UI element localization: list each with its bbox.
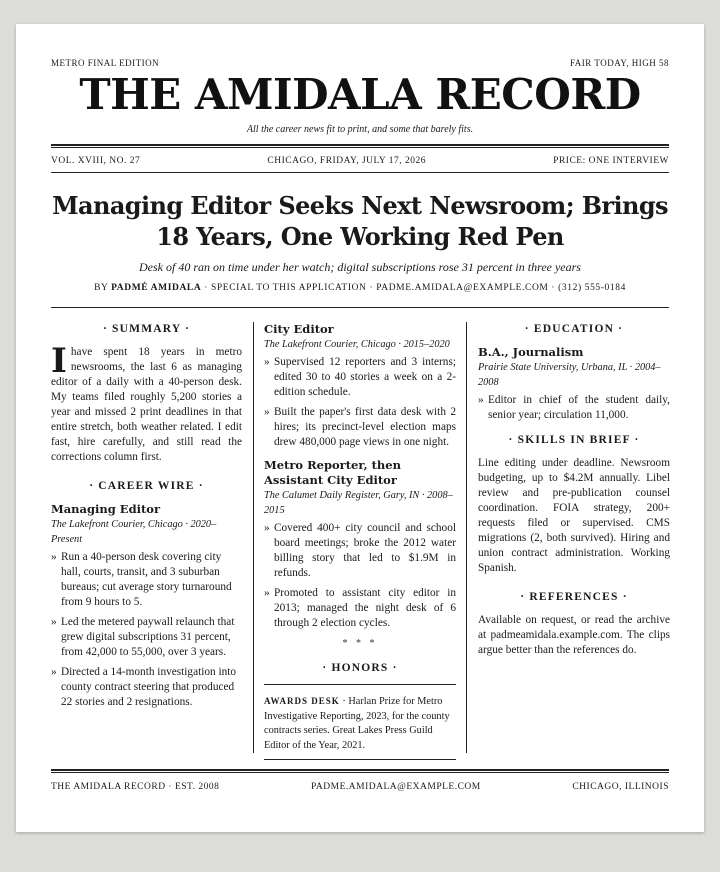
skills-heading: · SKILLS IN BRIEF · [508, 434, 640, 446]
summary-heading: · SUMMARY · [102, 323, 191, 335]
references-text: Available on request, or read the archive at padmeamidala.example.com. The clips argue better than the references do. [478, 614, 670, 656]
degree: B.A., Journalism [478, 345, 584, 359]
career-heading: · CAREER WIRE · [89, 480, 204, 492]
education-heading: · EDUCATION · [524, 323, 624, 335]
skills-text: Line editing under deadline. Newsroom budgeting, up to $4.2M annually. Libel review and pre-publication counsel coordination. FOIA strategy, 200+ requests filed or supervised. CMS migrations (2, both survived). Hiring and union contract administration. Working Spanish. [478, 457, 670, 574]
education-bullets [478, 393, 670, 423]
footer-rule [51, 769, 669, 773]
job-meta: The Lakefront Courier, Chicago · 2020–Present [51, 519, 217, 545]
list-item [478, 393, 670, 423]
list-item [51, 665, 242, 710]
bullet-mark: » [264, 522, 270, 534]
job-title: Managing Editor [51, 502, 161, 516]
dateline [51, 156, 669, 166]
byline-contact: · SPECIAL TO THIS APPLICATION · PADME.AMIDALA@EXAMPLE.COM · (312) 555-0184 [204, 283, 626, 293]
bullet-mark: » [264, 356, 270, 368]
list-item [264, 521, 456, 581]
masthead: THE AMIDALA RECORD [79, 70, 641, 119]
headline [46, 190, 674, 252]
dateline-rule [51, 172, 669, 173]
bullet-mark: » [51, 551, 57, 563]
section-ornament: * * * [342, 638, 378, 649]
job-bullets [51, 550, 242, 710]
awards-label: AWARDS DESK [264, 696, 340, 706]
list-item [264, 355, 456, 400]
byline [16, 283, 704, 293]
bullet-text: Led the metered paywall relaunch that grew digital subscriptions 31 percent, from 42,000 to 55,000, over 3 years. [61, 616, 235, 658]
deck: Desk of 40 ran on time under her watch; digital subscriptions rose 31 percent in three years [139, 260, 581, 274]
footer-left: THE AMIDALA RECORD · EST. 2008 [51, 782, 220, 792]
job-bullets [264, 521, 456, 631]
resume-page [16, 24, 704, 832]
column-right [478, 322, 670, 658]
body-top-rule [51, 307, 669, 308]
bullet-mark: » [51, 666, 57, 678]
footer [51, 782, 669, 792]
top-line [51, 58, 669, 68]
drop-cap: I [51, 341, 67, 381]
list-item [264, 586, 456, 631]
bullet-text: Promoted to assistant city editor in 2013; managed the night desk of 6 through 2 election cycles. [274, 587, 456, 629]
bullet-text: Editor in chief of the student daily, senior year; circulation 11,000. [488, 394, 670, 421]
bullet-mark: » [264, 406, 270, 418]
bullet-text: Run a 40-person desk covering city hall, courts, transit, and 3 suburban bureaus; cut average story turnaround from 9 hours to 5. [61, 551, 232, 608]
job-meta: The Lakefront Courier, Chicago · 2015–2020 [264, 339, 450, 350]
headline-line-2: 18 Years, One Working Red Pen [156, 222, 564, 251]
bullet-text: Built the paper's first data desk with 2 hires; its precinct-level election maps drew 480,000 page views in one night. [274, 406, 456, 448]
school: Prairie State University, Urbana, IL · 2004–2008 [478, 362, 661, 388]
column-middle [264, 322, 456, 760]
list-item [51, 615, 242, 660]
summary-text [51, 341, 242, 465]
place-date-label: CHICAGO, FRIDAY, JULY 17, 2026 [267, 156, 426, 166]
list-item [51, 550, 242, 610]
edition-label: METRO FINAL EDITION [51, 58, 160, 68]
job-title: Metro Reporter, then Assistant City Editor [264, 458, 401, 487]
footer-right: CHICAGO, ILLINOIS [572, 782, 669, 792]
byline-name: PADMÉ AMIDALA [111, 283, 202, 293]
column-divider [253, 322, 254, 753]
honors-heading: · HONORS · [322, 662, 398, 674]
awards-text: · Harlan Prize for Metro Investigative Reporting, 2023, for the county contracts series. Great Lakes Press Guild Editor of the Year, 2021. [264, 696, 450, 751]
price-label: PRICE: ONE INTERVIEW [553, 156, 669, 166]
list-item [264, 405, 456, 450]
awards-box [264, 684, 456, 760]
tagline: All the career news fit to print, and some that barely fits. [246, 124, 474, 135]
bullet-mark: » [264, 587, 270, 599]
column-divider [466, 322, 467, 753]
bullet-text: Covered 400+ city council and school board meetings; broke the 2012 water billing story that led to $1.9M in refunds. [274, 522, 456, 579]
column-left [51, 322, 242, 715]
volume-label: VOL. XVIII, NO. 27 [51, 156, 141, 166]
job-bullets [264, 355, 456, 450]
summary-body: have spent 18 years in metro newsrooms, the last 6 as managing editor of a daily with a 40-person desk. My teams filed roughly 5,200 stories a year and missed 2 print deadlines in that entire stretch, both weather related. I edit fast, hire carefully, and still read the corrections column first. [51, 346, 242, 463]
job-meta: The Calumet Daily Register, Gary, IN · 2008–2015 [264, 490, 453, 516]
masthead-rule [51, 144, 669, 148]
references-heading: · REFERENCES · [520, 591, 628, 603]
bullet-text: Supervised 12 reporters and 3 interns; edited 30 to 40 stories a week on a 2-edition schedule. [274, 356, 456, 398]
bullet-text: Directed a 14-month investigation into county contract steering that produced 22 stories and 2 resignations. [61, 666, 237, 708]
job-title: City Editor [264, 322, 334, 336]
bullet-mark: » [478, 394, 484, 406]
footer-email: PADME.AMIDALA@EXAMPLE.COM [311, 782, 481, 792]
byline-by: BY [94, 283, 109, 293]
bullet-mark: » [51, 616, 57, 628]
headline-line-1: Managing Editor Seeks Next Newsroom; Brings [52, 191, 668, 220]
weather-label: FAIR TODAY, HIGH 58 [569, 58, 669, 68]
